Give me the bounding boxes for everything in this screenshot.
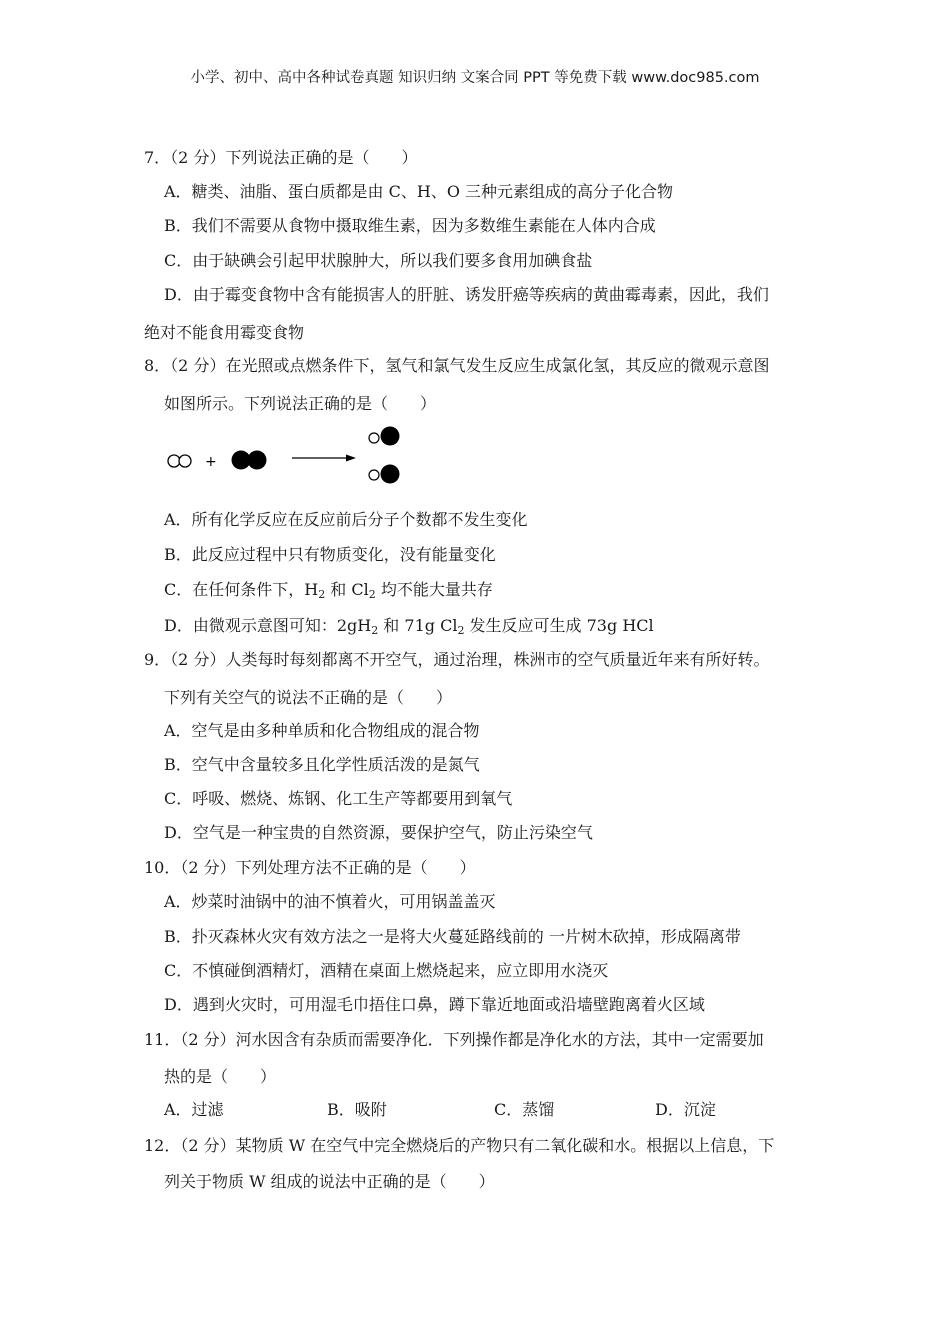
q10-option-a: A．炒菜时油锅中的油不慎着火，可用锅盖盖灭 [164,892,496,911]
q7-option-b: B．我们不需要从食物中摄取维生素，因为多数维生素能在人体内合成 [164,216,656,235]
q7-option-c: C．由于缺碘会引起甲状腺肿大，所以我们要多食用加碘食盐 [164,251,593,270]
q12-stem-continued: 列关于物质 W 组成的说法中正确的是（ ） [164,1172,495,1191]
q10-option-c: C．不慎碰倒酒精灯，酒精在桌面上燃烧起来，应立即用水浇灭 [164,961,609,980]
reaction-arrow-icon [292,455,356,462]
q10-stem: 10．（2 分）下列处理方法不正确的是（ ） [144,858,476,877]
q9-option-c: C．呼吸、燃烧、炼钢、化工生产等都要用到氧气 [164,789,513,808]
q8-stem: 8．（2 分）在光照或点燃条件下，氢气和氯气发生反应生成氯化氢，其反应的微观示意图 [144,356,770,375]
q11-option-a: A．过滤 [164,1100,224,1119]
q8-stem-continued: 如图所示。下列说法正确的是（ ） [164,394,437,413]
q9-option-b: B．空气中含量较多且化学性质活泼的是氮气 [164,755,480,774]
q9-option-d: D．空气是一种宝贵的自然资源，要保护空气，防止污染空气 [164,823,593,842]
q11-option-d: D．沉淀 [655,1100,716,1119]
reaction-micro-diagram [160,420,420,490]
q8-option-b: B．此反应过程中只有物质变化，没有能量变化 [164,545,496,564]
plus-sign: + [205,454,217,470]
q8-option-d: D．由微观示意图可知：$2gH_2$ 和 71g $Cl_2$ 发生反应可生成 73g HCl [164,616,654,637]
q10-option-b: B．扑灭森林火灾有效方法之一是将大火蔓延路线前的 一片树木砍掉，形成隔离带 [164,927,741,946]
q12-stem: 12．（2 分）某物质 W 在空气中完全燃烧后的产物只有二氧化碳和水。根据以上信息，下 [144,1136,775,1155]
page-header-banner: 小学、初中、高中各种试卷真题 知识归纳 文案合同 PPT 等免费下载 www.doc985.com [190,70,760,86]
q8-option-c: C．在任何条件下，$H_2$ 和 $Cl_2$ 均不能大量共存 [164,580,493,601]
q9-stem-continued: 下列有关空气的说法不正确的是（ ） [164,688,453,707]
q7-stem: 7．（2 分）下列说法正确的是（ ） [144,148,418,167]
q8-option-a: A．所有化学反应在反应前后分子个数都不发生变化 [164,510,528,529]
hcl-molecule-icon [369,465,400,484]
q11-option-b: B．吸附 [327,1100,387,1119]
q7-option-a: A．糖类、油脂、蛋白质都是由 C、H、O 三种元素组成的高分子化合物 [164,182,674,201]
q11-stem: 11．（2 分）河水因含有杂质而需要净化．下列操作都是净化水的方法，其中一定需要加 [144,1030,764,1049]
chlorine-molecule-icon [232,451,267,470]
q7-option-d: D．由于霉变食物中含有能损害人的肝脏、诱发肝癌等疾病的黄曲霉毒素，因此，我们 [164,285,769,304]
q9-stem: 9．（2 分）人类每时每刻都离不开空气，通过治理，株洲市的空气质量近年来有所好转。 [144,650,770,669]
q10-option-d: D．遇到火灾时，可用湿毛巾捂住口鼻，蹲下靠近地面或沿墙壁跑离着火区域 [164,995,705,1014]
hcl-molecule-icon [369,427,400,446]
q11-option-c: C．蒸馏 [494,1100,555,1119]
q7-option-d-continued: 绝对不能食用霉变食物 [144,323,305,342]
hydrogen-molecule-icon [168,455,191,467]
q11-stem-continued: 热的是（ ） [164,1067,277,1086]
q9-option-a: A．空气是由多种单质和化合物组成的混合物 [164,721,480,740]
